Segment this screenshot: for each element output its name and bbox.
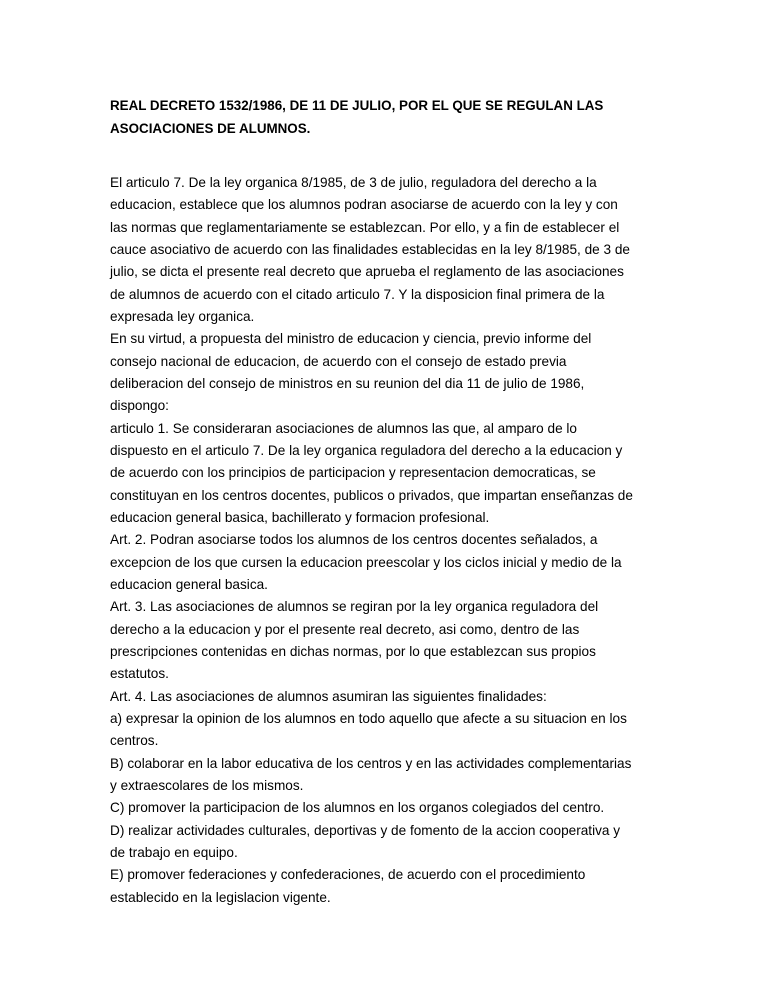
- body-line: educacion general basica.: [110, 576, 268, 592]
- body-line: estatutos.: [110, 666, 169, 682]
- body-line: Art. 3. Las asociaciones de alumnos se regiran por la ley organica reguladora del: [110, 599, 599, 615]
- body-line: derecho a la educacion y por el presente real decreto, asi como, dentro de las: [110, 621, 580, 637]
- body-line: de trabajo en equipo.: [110, 844, 238, 860]
- body-line: E) promover federaciones y confederaciones, de acuerdo con el procedimiento: [110, 867, 586, 883]
- document-body: [110, 172, 633, 909]
- title-line: ASOCIACIONES DE ALUMNOS.: [110, 120, 311, 136]
- body-line: centros.: [110, 733, 159, 749]
- body-line: consejo nacional de educacion, de acuerdo con el consejo de estado previa: [110, 353, 567, 369]
- body-line: constituyan en los centros docentes, publicos o privados, que impartan enseñanzas de: [110, 487, 633, 503]
- body-line: excepcion de los que cursen la educacion preescolar y los ciclos inicial y medio de la: [110, 554, 622, 570]
- body-line: deliberacion del consejo de ministros en su reunion del dia 11 de julio de 1986,: [110, 375, 585, 391]
- body-line: educacion general basica, bachillerato y formacion profesional.: [110, 509, 490, 525]
- body-line: y extraescolares de los mismos.: [110, 777, 304, 793]
- body-line: educacion, establece que los alumnos podran asociarse de acuerdo con la ley y con: [110, 197, 618, 213]
- body-line: cauce asociativo de acuerdo con las finalidades establecidas en la ley 8/1985, de 3 de: [110, 241, 630, 257]
- title-line: REAL DECRETO 1532/1986, DE 11 DE JULIO, POR EL QUE SE REGULAN LAS: [110, 98, 604, 113]
- body-line: B) colaborar en la labor educativa de los centros y en las actividades complementarias: [110, 755, 632, 771]
- body-line: prescripciones contenidas en dichas normas, por lo que establezcan sus propios: [110, 643, 596, 659]
- body-line: expresada ley organica.: [110, 308, 255, 324]
- body-line: establecido en la legislacion vigente.: [110, 889, 331, 905]
- body-line: julio, se dicta el presente real decreto que aprueba el reglamento de las asociaciones: [110, 264, 624, 280]
- body-line: las normas que reglamentariamente se establezcan. Por ello, y a fin de establecer el: [110, 219, 620, 235]
- body-line: de acuerdo con los principios de participacion y representacion democraticas, se: [110, 465, 596, 481]
- body-line: D) realizar actividades culturales, deportivas y de fomento de la accion cooperativa y: [110, 822, 621, 838]
- body-line: dispuesto en el articulo 7. De la ley organica reguladora del derecho a la educacion y: [110, 442, 623, 458]
- body-line: Art. 2. Podran asociarse todos los alumnos de los centros docentes señalados, a: [110, 532, 598, 548]
- body-line: de alumnos de acuerdo con el citado articulo 7. Y la disposicion final primera de la: [110, 286, 605, 302]
- body-line: C) promover la participacion de los alumnos en los organos colegiados del centro.: [110, 800, 605, 816]
- body-line: El articulo 7. De la ley organica 8/1985, de 3 de julio, reguladora del derecho a la: [110, 175, 597, 190]
- body-line: a) expresar la opinion de los alumnos en todo aquello que afecte a su situacion en los: [110, 710, 627, 726]
- document-title: [110, 95, 603, 140]
- body-line: En su virtud, a propuesta del ministro de educacion y ciencia, previo informe del: [110, 331, 592, 347]
- body-line: Art. 4. Las asociaciones de alumnos asumiran las siguientes finalidades:: [110, 688, 547, 704]
- body-line: articulo 1. Se consideraran asociaciones de alumnos las que, al amparo de lo: [110, 420, 577, 436]
- body-line: dispongo:: [110, 398, 169, 414]
